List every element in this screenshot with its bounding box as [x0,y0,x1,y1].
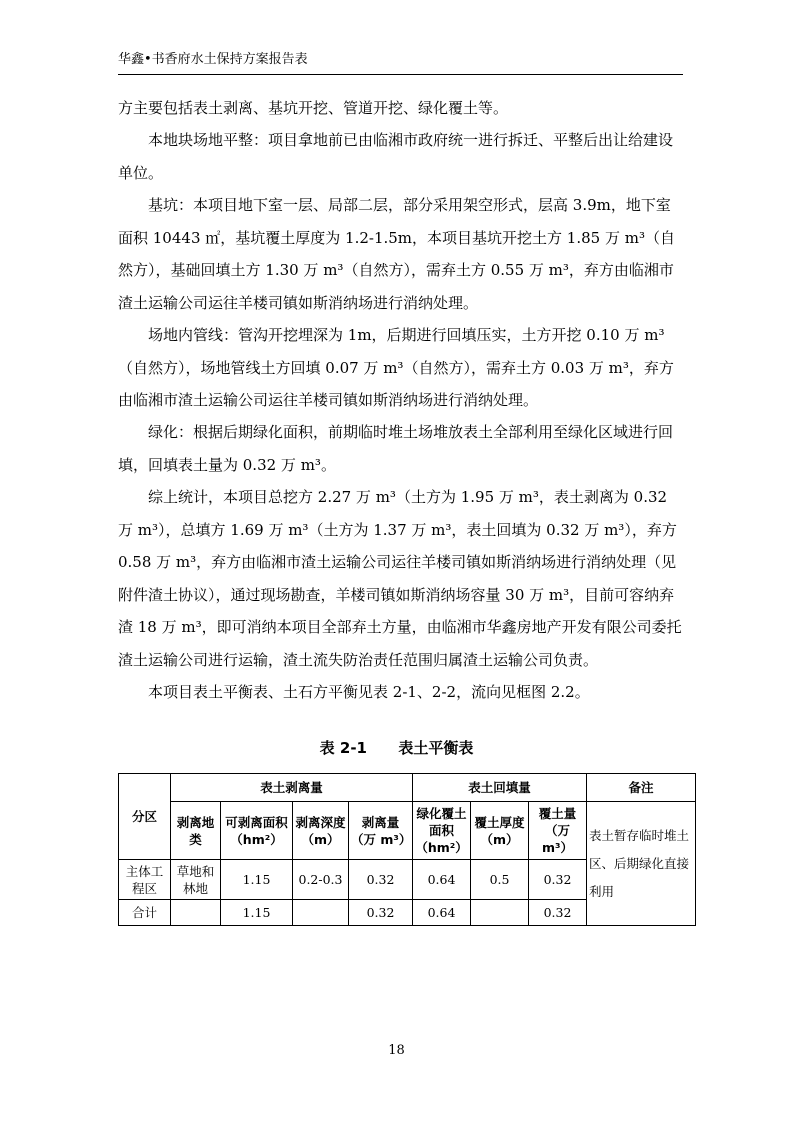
paragraph-continuation: 方主要包括表土剥离、基坑开挖、管道开挖、绿化覆土等。 [118,99,509,117]
header-depth: 剥离深度（m） [293,802,349,860]
header-land-type: 剥离地类 [171,802,221,860]
remarks-cell: 表土暂存临时堆土区、后期绿化直接利用 [587,802,696,926]
header-title: 华鑫•书香府水土保持方案报告表 [118,52,308,67]
cell-zone: 合计 [119,900,171,926]
paragraph-foundation-pit: 基坑：本项目地下室一层、局部二层，部分采用架空形式，层高 3.9m，地下室面积 10443 ㎡，基坑覆土厚度为 1.2-1.5m，本项目基坑开挖土方 1.85 万 m³（自然方），基础回填土方 1.30 万 m³（自然方），需弃土方 0.55 万 m³，弃方由临湘市渣土运输公司运往羊楼司镇如斯消纳场进行消纳处理。 [118,196,675,312]
cell-strip-volume: 0.32 [349,860,413,900]
cell-area: 1.15 [221,860,293,900]
paragraph-pipelines: 场地内管线：管沟开挖埋深为 1m，后期进行回填压实，土方开挖 0.10 万 m³（自然方），场地管线土方回填 0.07 万 m³（自然方），需弃土方 0.03 万 m³，弃方由临湘市渣土运输公司运往羊楼司镇如斯消纳场进行消纳处理。 [118,326,674,409]
cell-cover-volume: 0.32 [529,860,587,900]
cell-green-area: 0.64 [413,860,471,900]
cell-zone: 主体工程区 [119,860,171,900]
page-header [118,52,683,75]
cell-area: 1.15 [221,900,293,926]
cell-cover-thickness: 0.5 [471,860,529,900]
page-number: 18 [388,1043,405,1058]
paragraph-site-leveling: 本地块场地平整：项目拿地前已由临湘市政府统一进行拆迁、平整后出让给建设单位。 [118,131,674,182]
header-green-area: 绿化覆土面积（hm²） [413,802,471,860]
paragraph-greening: 绿化：根据后期绿化面积，前期临时堆土场堆放表土全部利用至绿化区域进行回填，回填表土量为 0.32 万 m³。 [118,423,674,474]
header-cover-thickness: 覆土厚度（m） [471,802,529,860]
cell-depth [293,900,349,926]
header-remarks: 备注 [587,774,696,802]
paragraph-table-reference: 本项目表土平衡表、土石方平衡见表 2-1、2-2，流向见框图 2.2。 [148,683,590,701]
paragraph-summary: 综上统计，本项目总挖方 2.27 万 m³（土方为 1.95 万 m³，表土剥离为 0.32 万 m³），总填方 1.69 万 m³（土方为 1.37 万 m³，表土回填为 0.32 万 m³），弃方 0.58 万 m³，弃方由临湘市渣土运输公司运往羊楼司镇如斯消纳场进行消纳处理（见附件渣土协议），通过现场勘查，羊楼司镇如斯消纳场容量 30 万 m³，目前可容纳弃渣 18 万 m³，即可消纳本项目全部弃土方量，由临湘市华鑫房地产开发有限公司委托渣土运输公司进行运输，渣土流失防治责任范围归属渣土运输公司负责。 [118,488,682,669]
header-area: 可剥离面积（hm²） [221,802,293,860]
cell-cover-volume: 0.32 [529,900,587,926]
header-strip-volume: 剥离量（万 m³） [349,802,413,860]
table-caption: 表 2-1 表土平衡表 [319,739,474,757]
header-backfill: 表土回填量 [413,774,587,802]
header-stripping: 表土剥离量 [171,774,413,802]
cell-cover-thickness [471,900,529,926]
header-cover-volume: 覆土量（万 m³） [529,802,587,860]
header-zone: 分区 [119,774,171,860]
topsoil-balance-table [118,773,696,926]
cell-land-type [171,900,221,926]
cell-land-type: 草地和林地 [171,860,221,900]
cell-green-area: 0.64 [413,900,471,926]
cell-depth: 0.2-0.3 [293,860,349,900]
cell-strip-volume: 0.32 [349,900,413,926]
